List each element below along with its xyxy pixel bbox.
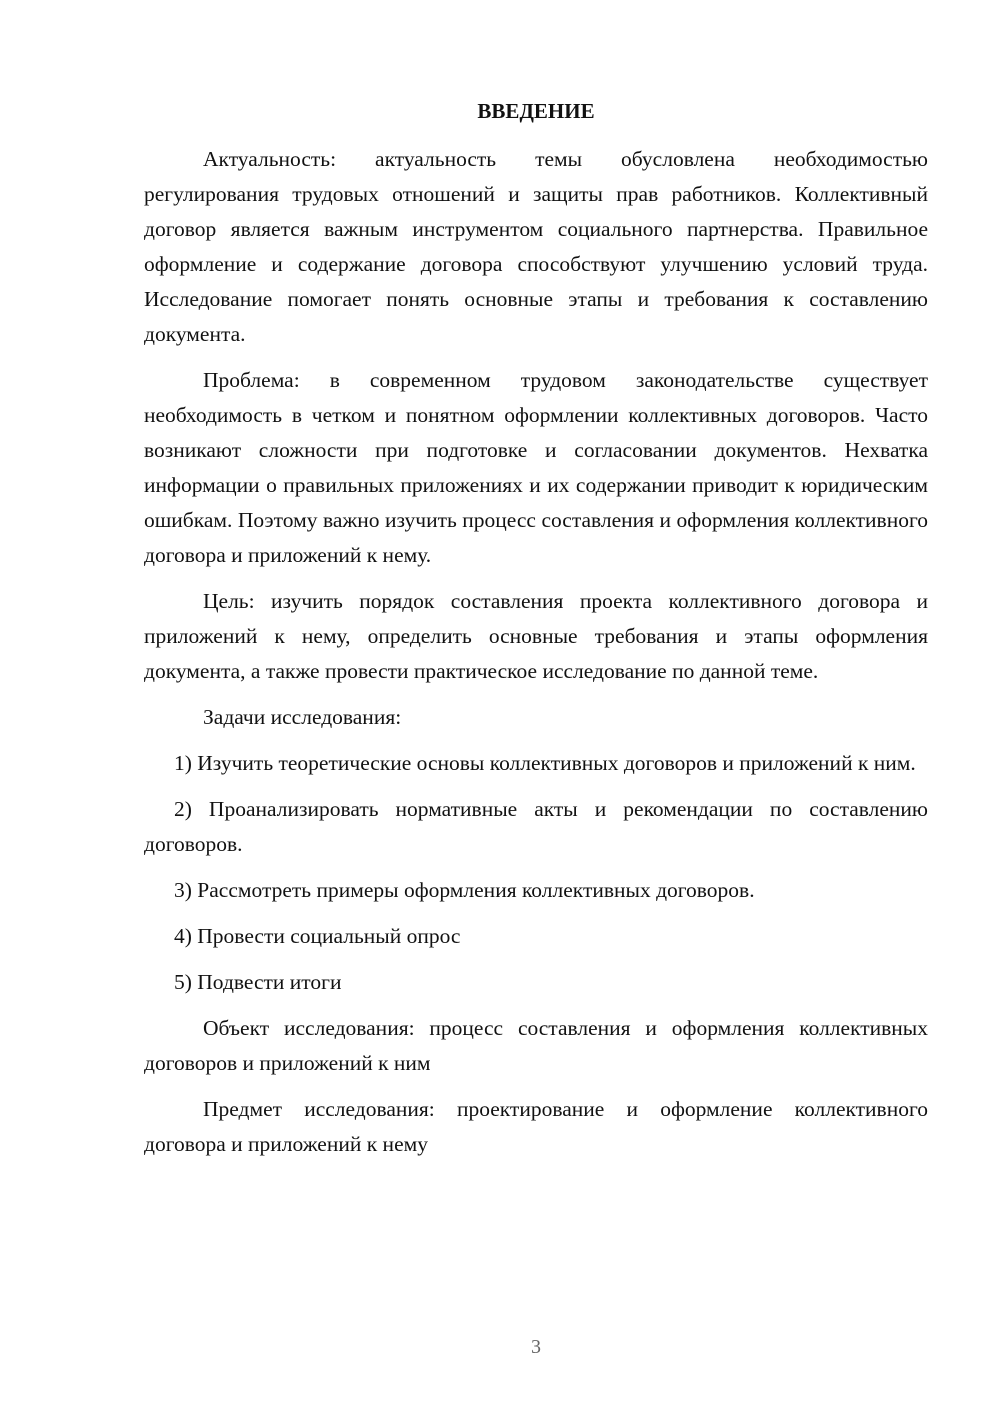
paragraph-relevance: Актуальность: актуальность темы обусловлена необходимостью регулирования трудовых отношений и защиты прав работников. Коллективный договор является важным инструментом социального партнерства. Правильное оформление и содержание договора способствуют улучшению условий труда. Исследование помогает понять основные этапы и требования к составлению документа. — [144, 147, 928, 346]
page-number: 3 — [531, 1336, 541, 1358]
paragraph-object: Объект исследования: процесс составления и оформления коллективных договоров и приложений к ним — [144, 1016, 928, 1075]
task-item-5: 5) Подвести итоги — [174, 970, 342, 994]
paragraph-problem: Проблема: в современном трудовом законодательстве существует необходимость в четком и понятном оформлении коллективных договоров. Часто возникают сложности при подготовке и согласовании документов. Нехватка информации о правильных приложениях и их содержании приводит к юридическим ошибкам. Поэтому важно изучить процесс составления и оформления коллективного договора и приложений к нему. — [144, 368, 928, 567]
paragraph-goal: Цель: изучить порядок составления проекта коллективного договора и приложений к нему, определить основные требования и этапы оформления документа, а также провести практическое исследование по данной теме. — [144, 589, 928, 683]
task-item-4: 4) Провести социальный опрос — [174, 924, 461, 948]
document-body — [144, 142, 928, 1162]
tasks-heading: Задачи исследования: — [203, 705, 402, 729]
task-item-2: 2) Проанализировать нормативные акты и рекомендации по составлению договоров. — [144, 797, 928, 856]
page-title: ВВЕДЕНИЕ — [477, 99, 595, 123]
task-item-3: 3) Рассмотреть примеры оформления коллективных договоров. — [174, 878, 755, 902]
task-item-1: 1) Изучить теоретические основы коллективных договоров и приложений к ним. — [174, 751, 916, 775]
paragraph-subject: Предмет исследования: проектирование и оформление коллективного договора и приложений к нему — [144, 1097, 928, 1156]
